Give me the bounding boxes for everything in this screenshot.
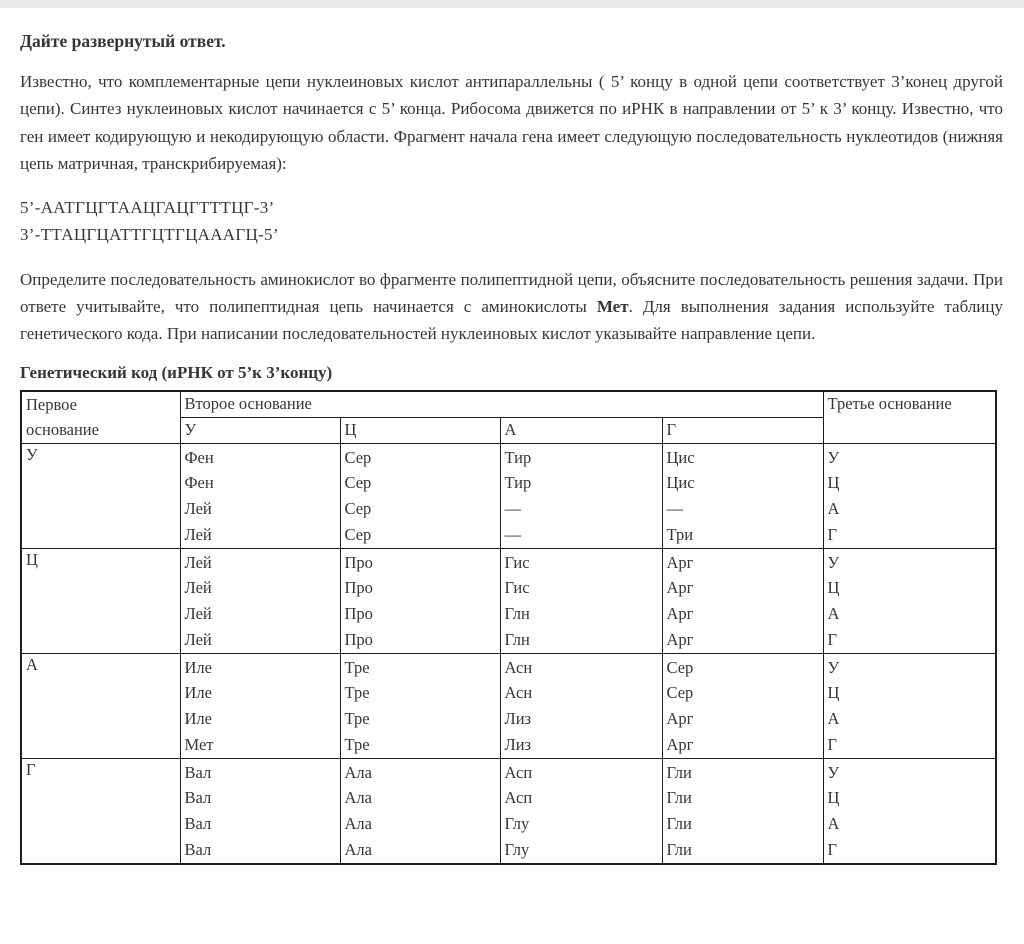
third-base-header: Третье основание: [823, 391, 996, 444]
amino-acid: Арг: [666, 604, 694, 624]
amino-acid: Вал: [184, 762, 212, 782]
task-paragraph: [20, 266, 1003, 348]
amino-acid: Глу: [504, 814, 530, 834]
amino-acid: Про: [344, 629, 373, 649]
codon-cell-gu: [180, 758, 340, 864]
amino-acid: Лей: [184, 629, 212, 649]
amino-acid: Про: [344, 604, 373, 624]
amino-acid: Тре: [344, 709, 370, 729]
amino-acid: Сер: [344, 447, 372, 467]
amino-acid: Тре: [344, 734, 370, 754]
third-base-letter: У: [827, 657, 840, 677]
amino-acid: Гли: [666, 762, 692, 782]
amino-acid: Лей: [184, 552, 212, 572]
amino-acid: Тир: [504, 473, 532, 493]
codon-cell-ac: [340, 653, 500, 758]
amino-acid: Иле: [184, 683, 212, 703]
codon-cell-gc: [340, 758, 500, 864]
codon-cell-uu: [180, 443, 340, 548]
third-base-letter: У: [827, 552, 840, 572]
amino-acid: Гис: [504, 578, 530, 598]
third-base-letter: А: [827, 499, 840, 519]
amino-acid: Лей: [184, 578, 212, 598]
third-base-letter: У: [827, 447, 840, 467]
amino-acid: Глн: [504, 629, 530, 649]
codon-row-g: [21, 758, 996, 864]
first-base-cell: У: [21, 443, 180, 548]
second-base-col-c-header: Ц: [340, 417, 500, 443]
second-base-col-g-header: Г: [662, 417, 823, 443]
amino-acid: Арг: [666, 578, 694, 598]
third-base-letter: А: [827, 709, 840, 729]
amino-acid: Асн: [504, 657, 533, 677]
amino-acid: Арг: [666, 734, 694, 754]
gene-fragment-sequences: [20, 194, 1003, 249]
amino-acid: Цис: [666, 447, 695, 467]
third-base-letter: А: [827, 814, 840, 834]
stop-codon-dash: —: [504, 499, 521, 519]
amino-acid: Ала: [344, 814, 372, 834]
amino-acid: Асп: [504, 762, 533, 782]
top-strip: [0, 0, 1024, 8]
amino-acid: Глу: [504, 839, 530, 859]
second-base-col-u-header: У: [180, 417, 340, 443]
genetic-code-table: [20, 390, 997, 865]
third-base-letter: Г: [827, 524, 838, 544]
amino-acid: Мет: [184, 734, 214, 754]
amino-acid: Гли: [666, 839, 692, 859]
amino-acid: Сер: [666, 657, 694, 677]
amino-acid: Вал: [184, 839, 212, 859]
codon-cell-ug: [662, 443, 823, 548]
third-base-letter: Ц: [827, 788, 840, 808]
amino-acid: Тре: [344, 657, 370, 677]
amino-acid: Сер: [344, 499, 372, 519]
amino-acid: Гли: [666, 788, 692, 808]
second-base-header: Второе основание: [180, 391, 823, 418]
codon-cell-aa: [500, 653, 662, 758]
amino-acid: Тре: [344, 683, 370, 703]
first-base-cell: А: [21, 653, 180, 758]
third-base-letter: Ц: [827, 578, 840, 598]
amino-acid: Ала: [344, 762, 372, 782]
amino-acid: Гис: [504, 552, 530, 572]
third-base-letter: Г: [827, 734, 838, 754]
third-base-letter: Г: [827, 839, 838, 859]
amino-acid: Иле: [184, 709, 212, 729]
third-base-letter: Ц: [827, 473, 840, 493]
amino-acid: Цис: [666, 473, 695, 493]
third-base-letter: Г: [827, 629, 838, 649]
amino-acid: Иле: [184, 657, 212, 677]
amino-acid: Лей: [184, 604, 212, 624]
amino-acid: Фен: [184, 473, 214, 493]
codon-cell-gg: [662, 758, 823, 864]
amino-acid: Лиз: [504, 734, 532, 754]
amino-acid: Глн: [504, 604, 530, 624]
third-base-cell: [823, 653, 996, 758]
page-title: Дайте развернутый ответ.: [20, 31, 226, 51]
codon-row-u: [21, 443, 996, 548]
third-base-letter: А: [827, 604, 840, 624]
amino-acid: Сер: [344, 524, 372, 544]
task-text-end: . Для выполнения задания используйте таблицу генетического кода. При написании последовательностей нуклеиновых кислот указывайте направление цепи.: [20, 297, 1003, 344]
first-base-cell: Ц: [21, 548, 180, 653]
amino-acid: Гли: [666, 814, 692, 834]
intro-paragraph: Известно, что комплементарные цепи нуклеиновых кислот антипараллельны ( 5’ концу в одной цепи соответствует 3’конец другой цепи). Синтез нуклеиновых кислот начинается с 5’ конца. Рибосома движется по иРНК в направлении от 5’ к 3’ концу. Известно, что ген имеет кодирующую и некодирующую области. Фрагмент начала гена имеет следующую последовательность нуклеотидов (нижняя цепь матричная, транскрибируемая):: [20, 72, 1003, 174]
third-base-letter: У: [827, 762, 840, 782]
codon-cell-ua: [500, 443, 662, 548]
amino-acid: Асн: [504, 683, 533, 703]
amino-acid: Вал: [184, 814, 212, 834]
amino-acid: Лей: [184, 524, 212, 544]
first-base-cell: Г: [21, 758, 180, 864]
amino-acid: Сер: [666, 683, 694, 703]
amino-acid: Три: [666, 524, 694, 544]
amino-acid: Вал: [184, 788, 212, 808]
codon-cell-ag: [662, 653, 823, 758]
table-title: Генетический код (иРНК от 5’к 3’концу): [20, 362, 333, 382]
stop-codon-dash: —: [504, 524, 521, 544]
codon-cell-ga: [500, 758, 662, 864]
amino-acid: Арг: [666, 629, 694, 649]
amino-acid: Ала: [344, 839, 372, 859]
amino-acid: Ала: [344, 788, 372, 808]
amino-acid: Про: [344, 552, 373, 572]
amino-acid: Сер: [344, 473, 372, 493]
amino-acid: Лиз: [504, 709, 532, 729]
amino-acid: Арг: [666, 552, 694, 572]
dna-strand-3-5: 3’-ТТАЦГЦАТТГЦТГЦАААГЦ-5’: [20, 225, 279, 245]
codon-cell-cc: [340, 548, 500, 653]
amino-acid: Арг: [666, 709, 694, 729]
amino-acid: Лей: [184, 499, 212, 519]
codon-row-a: [21, 653, 996, 758]
codon-cell-cu: [180, 548, 340, 653]
codon-cell-uc: [340, 443, 500, 548]
codon-cell-au: [180, 653, 340, 758]
second-base-col-a-header: А: [500, 417, 662, 443]
amino-acid: Асп: [504, 788, 533, 808]
amino-acid: Тир: [504, 447, 532, 467]
third-base-cell: [823, 548, 996, 653]
third-base-letter: Ц: [827, 683, 840, 703]
first-base-header: [21, 391, 180, 444]
codon-row-c: [21, 548, 996, 653]
header-row-1: [21, 391, 996, 418]
stop-codon-dash: —: [666, 499, 683, 519]
task-text-start: Определите последовательность аминокислот во фрагменте полипептидной цепи, объясните последовательность решения задачи. При ответе учитывайте, что полипептидная цепь начинается с аминокислоты: [20, 269, 1003, 317]
amino-acid: Фен: [184, 447, 214, 467]
third-base-cell: [823, 443, 996, 548]
amino-acid: Про: [344, 578, 373, 598]
first-base-header-label: Первое основание: [26, 394, 99, 439]
third-base-cell: [823, 758, 996, 864]
document-page: [0, 30, 1024, 905]
codon-cell-cg: [662, 548, 823, 653]
met-abbreviation: Мет: [596, 297, 629, 317]
codon-cell-ca: [500, 548, 662, 653]
dna-strand-5-3: 5’-ААТГЦГТААЦГАЦГТТТЦГ-3’: [20, 197, 275, 217]
